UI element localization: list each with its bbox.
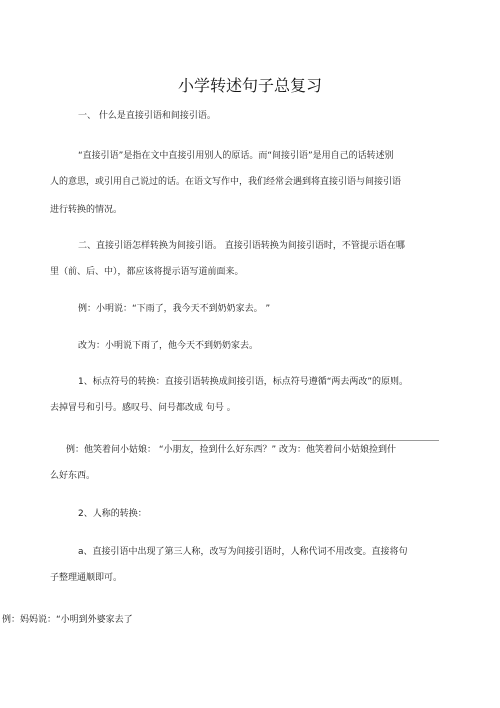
paragraph-line: a、直接引语中出现了第三人称，改写为间接引语时，人称代词不用改变。直接将句 [78,547,408,557]
paragraph-line: 里（前、后、中），都应该将提示语写道前面来。 [50,267,244,277]
separator-line [172,440,439,441]
example-line: 例：他笑着问小姑娘： “小朋友，捡到什么好东西？” 改为：他笑着问小姑娘捡到什 [66,445,397,455]
paragraph-line: “直接引语”是指在文中直接引用别人的原话。而“间接引语”是用自己的话转述别 [78,151,394,161]
document-title: 小学转述句子总复习 [177,76,322,95]
rule-punctuation: 1、标点符号的转换：直接引语转换成间接引语，标点符号遵循“两去两改”的原则。 [78,377,409,387]
rewrite-line: 改为：小明说下雨了，他今天不到奶奶家去。 [78,341,259,351]
paragraph-line: 进行转换的情况。 [50,205,123,215]
section-heading-1: 一、 什么是直接引语和间接引语。 [78,111,216,121]
rule-person: 2、人称的转换： [78,509,147,519]
paragraph-line: 么好东西。 [50,471,96,481]
example-line: 例：妈妈说：“小明到外婆家去了 [2,615,133,625]
section-heading-2: 二、直接引语怎样转换为间接引语。 直接引语转换为间接引语时，不管提示语在哪 [78,241,405,251]
example-line: 例：小明说：“下雨了，我今天不到奶奶家去。 ” [78,304,271,314]
paragraph-line: 人的意思，或引用自己说过的话。在语文写作中，我们经常会遇到将直接引语与间接引语 [50,177,402,187]
paragraph-line: 子整理通顺即可。 [50,573,123,583]
paragraph-line: 去掉冒号和引号。感叹号、问号都改成 句号 。 [50,403,236,413]
